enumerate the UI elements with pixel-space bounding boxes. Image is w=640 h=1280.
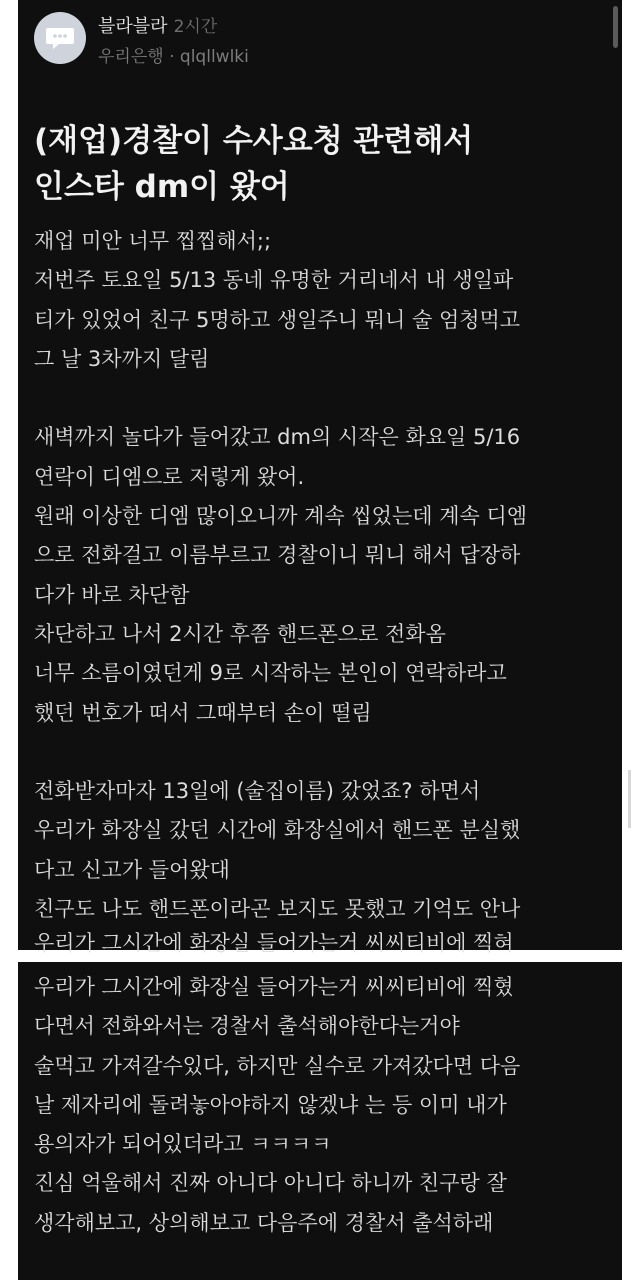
body-line: 했던 번호가 떠서 그때부터 손이 떨림 xyxy=(34,700,372,725)
author-name[interactable]: 블라블라 xyxy=(98,16,168,37)
post-body-part-2 xyxy=(34,968,594,1243)
body-line: 우리가 그시간에 화장실 들어가는거 씨씨티비에 찍혔 xyxy=(34,975,514,999)
body-line: 우리가 화장실 갔던 시간에 화장실에서 핸드폰 분실했 xyxy=(34,818,521,843)
post-title xyxy=(34,118,594,210)
body-line: 날 제자리에 돌려놓아야하지 않겠냐 는 등 이미 내가 xyxy=(34,1092,507,1117)
body-line: 새벽까지 놀다가 들어갔고 dm의 시작은 화요일 5/16 xyxy=(34,425,521,450)
clipped-text-line: 우리가 그시간에 화장실 들어가는거 씨씨티비에 찍혀 xyxy=(34,931,514,955)
body-line: 다가 바로 차단함 xyxy=(34,582,190,607)
author-line xyxy=(98,12,217,38)
title-line-2: 인스타 dm이 왔어 xyxy=(34,169,290,205)
body-line: 술먹고 가져갈수있다, 하지만 실수로 가져갔다면 다음 xyxy=(34,1053,521,1078)
meta-separator: · xyxy=(169,47,175,67)
company-name: 우리은행 xyxy=(98,47,164,67)
body-line xyxy=(34,379,594,418)
scrollbar[interactable] xyxy=(613,6,618,48)
title-line-1: (재업)경찰이 수사요청 관련해서 xyxy=(34,123,474,159)
body-line: 그 날 3차까지 달림 xyxy=(34,346,210,371)
body-line: 저번주 토요일 5/13 동네 유명한 거리네서 내 생일파 xyxy=(34,268,514,293)
body-line: 으로 전화걸고 이름부르고 경찰이니 뭐니 해서 답장하 xyxy=(34,543,521,568)
body-line: 재업 미안 너무 찝찝해서;; xyxy=(34,229,272,253)
body-line xyxy=(34,733,594,772)
post-time: 2시간 xyxy=(173,17,218,37)
body-line: 생각해보고, 상의해보고 다음주에 경찰서 출석하래 xyxy=(34,1210,494,1235)
body-line: 진심 억울해서 진짜 아니다 아니다 하니까 친구랑 잘 xyxy=(34,1171,507,1196)
body-line: 원래 이상한 디엠 많이오니까 계속 씹었는데 계속 디엠 xyxy=(34,504,528,529)
speech-bubble-icon xyxy=(45,25,75,51)
post-body-part-1 xyxy=(34,222,594,929)
body-line: 너무 소름이였던게 9로 시작하는 본인이 연락하라고 xyxy=(34,661,507,686)
body-line: 티가 있었어 친구 5명하고 생일주니 뭐니 술 엄청먹고 xyxy=(34,307,521,332)
body-line: 다고 신고가 들어왔대 xyxy=(34,857,230,882)
body-line: 연락이 디엠으로 저렇게 왔어. xyxy=(34,464,305,489)
body-line: 차단하고 나서 2시간 후쯤 핸드폰으로 전화옴 xyxy=(34,621,446,646)
avatar[interactable] xyxy=(34,12,86,64)
body-line: 다면서 전화와서는 경찰서 출석해야한다는거야 xyxy=(34,1014,460,1039)
body-line: 전화받자마자 13일에 (술집이름) 갔었죠? 하면서 xyxy=(34,779,481,804)
edge-artifact xyxy=(628,770,631,828)
user-id: qlqllwlki xyxy=(179,47,249,67)
body-line: 친구도 나도 핸드폰이라곤 보지도 못했고 기억도 안나 xyxy=(34,897,521,922)
author-meta xyxy=(98,42,249,67)
body-line: 용의자가 되어있더라고 ㅋㅋㅋㅋ xyxy=(34,1132,332,1157)
